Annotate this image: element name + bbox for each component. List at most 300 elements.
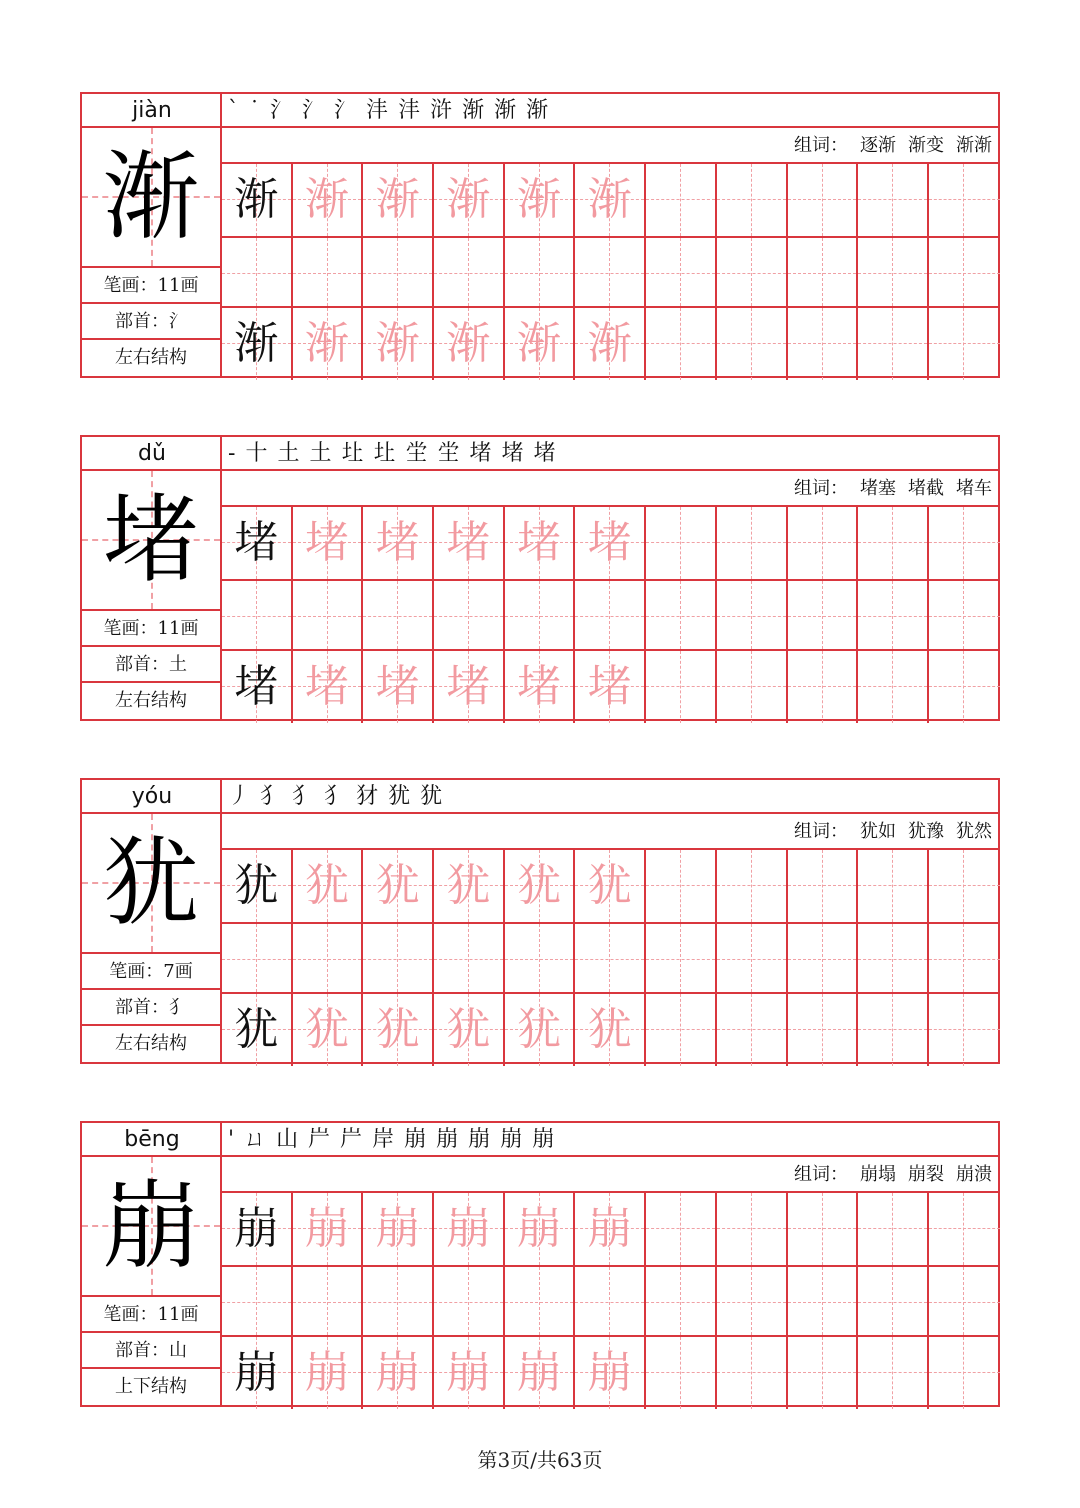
practice-cell[interactable] xyxy=(788,1193,859,1265)
practice-cell[interactable] xyxy=(646,238,717,306)
practice-cell[interactable] xyxy=(505,924,576,992)
practice-cell[interactable] xyxy=(575,581,646,649)
guide-horizontal xyxy=(929,1372,1000,1373)
practice-cell[interactable] xyxy=(858,238,929,306)
practice-cell[interactable] xyxy=(222,308,293,380)
trace-char: 崩 xyxy=(305,1347,350,1398)
practice-cell[interactable] xyxy=(646,581,717,649)
practice-cell[interactable] xyxy=(788,581,859,649)
stroke-count: 笔画：11画 xyxy=(82,1297,220,1333)
guide-vertical xyxy=(539,924,540,992)
practice-cell[interactable] xyxy=(505,994,576,1066)
guide-horizontal xyxy=(858,616,927,617)
practice-cell[interactable] xyxy=(717,581,788,649)
practice-cell[interactable] xyxy=(646,164,717,236)
guide-vertical xyxy=(822,1267,823,1335)
practice-cell[interactable] xyxy=(505,164,576,236)
char-info-panel xyxy=(82,1123,222,1405)
guide-vertical xyxy=(680,164,681,236)
practice-cell[interactable] xyxy=(717,1267,788,1335)
practice-cell[interactable] xyxy=(363,1267,434,1335)
char-info-panel xyxy=(82,94,222,376)
practice-cell[interactable] xyxy=(293,651,364,723)
guide-horizontal xyxy=(858,686,927,687)
guide-horizontal xyxy=(575,273,644,274)
practice-cell[interactable] xyxy=(434,1337,505,1409)
practice-cell[interactable] xyxy=(858,1267,929,1335)
practice-cell[interactable] xyxy=(717,994,788,1066)
guide-horizontal xyxy=(788,199,857,200)
guide-vertical xyxy=(468,238,469,306)
practice-cell[interactable] xyxy=(363,308,434,380)
practice-cell[interactable] xyxy=(505,507,576,579)
stroke-step: 丿 xyxy=(228,784,252,809)
word: 犹豫 xyxy=(908,821,944,842)
practice-cell[interactable] xyxy=(222,1193,293,1265)
char-info-panel xyxy=(82,780,222,1062)
practice-cell[interactable] xyxy=(788,164,859,236)
stroke-step: ㄩ xyxy=(244,1127,268,1152)
practice-cell[interactable] xyxy=(363,164,434,236)
guide-vertical xyxy=(680,850,681,922)
practice-cell[interactable] xyxy=(717,850,788,922)
guide-horizontal xyxy=(646,885,715,886)
practice-cell[interactable] xyxy=(505,238,576,306)
practice-row xyxy=(222,651,1000,723)
practice-cell[interactable] xyxy=(434,850,505,922)
guide-vertical xyxy=(327,1267,328,1335)
practice-cell[interactable] xyxy=(929,238,1000,306)
practice-cell[interactable] xyxy=(293,850,364,922)
guide-vertical xyxy=(680,581,681,649)
practice-cell[interactable] xyxy=(646,994,717,1066)
trace-char: 渐 xyxy=(446,174,491,225)
practice-cell[interactable] xyxy=(929,1267,1000,1335)
guide-vertical xyxy=(680,994,681,1066)
practice-cell[interactable] xyxy=(363,994,434,1066)
word: 堵车 xyxy=(956,478,992,499)
guide-horizontal xyxy=(575,959,644,960)
practice-cell[interactable] xyxy=(858,507,929,579)
guide-horizontal xyxy=(222,273,291,274)
practice-cell[interactable] xyxy=(222,581,293,649)
stroke-step: 氵 xyxy=(270,98,294,123)
guide-horizontal xyxy=(646,1029,715,1030)
practice-cell[interactable] xyxy=(434,1267,505,1335)
guide-horizontal xyxy=(858,542,927,543)
guide-horizontal xyxy=(717,959,786,960)
practice-cell[interactable] xyxy=(222,507,293,579)
practice-cell[interactable] xyxy=(293,581,364,649)
guide-horizontal xyxy=(929,1302,1000,1303)
practice-cell[interactable] xyxy=(575,1193,646,1265)
stroke-step: 崩 xyxy=(500,1127,524,1152)
example-char: 崩 xyxy=(234,1347,279,1398)
guide-vertical xyxy=(963,581,964,649)
practice-cell[interactable] xyxy=(646,507,717,579)
practice-cell[interactable] xyxy=(858,924,929,992)
radical: 部首：氵 xyxy=(82,304,220,340)
practice-cell[interactable] xyxy=(222,164,293,236)
guide-horizontal xyxy=(929,273,1000,274)
guide-vertical xyxy=(751,308,752,380)
guide-vertical xyxy=(468,924,469,992)
guide-horizontal xyxy=(788,1029,857,1030)
practice-cell[interactable] xyxy=(434,238,505,306)
guide-vertical xyxy=(539,1267,540,1335)
stroke-step: 崩 xyxy=(468,1127,492,1152)
trace-char: 堵 xyxy=(517,517,562,568)
guide-vertical xyxy=(256,924,257,992)
model-char: 犹 xyxy=(103,827,199,939)
practice-row xyxy=(222,507,1000,581)
practice-cell[interactable] xyxy=(434,581,505,649)
stroke-step: 十 xyxy=(245,441,269,466)
practice-cell[interactable] xyxy=(929,994,1000,1066)
practice-cell[interactable] xyxy=(858,1193,929,1265)
guide-horizontal xyxy=(788,1372,857,1373)
practice-cell[interactable] xyxy=(646,850,717,922)
practice-cell[interactable] xyxy=(505,308,576,380)
guide-vertical xyxy=(539,238,540,306)
guide-vertical xyxy=(327,581,328,649)
practice-cell[interactable] xyxy=(363,850,434,922)
guide-vertical xyxy=(892,1337,893,1409)
guide-vertical xyxy=(468,581,469,649)
practice-cell[interactable] xyxy=(575,1267,646,1335)
practice-cell[interactable] xyxy=(434,308,505,380)
practice-cell[interactable] xyxy=(646,1193,717,1265)
trace-char: 崩 xyxy=(446,1203,491,1254)
practice-cell[interactable] xyxy=(929,507,1000,579)
guide-horizontal xyxy=(788,959,857,960)
character-card xyxy=(80,435,1000,721)
practice-cell[interactable] xyxy=(646,1267,717,1335)
guide-vertical xyxy=(680,507,681,579)
practice-cell[interactable] xyxy=(293,238,364,306)
practice-cell[interactable] xyxy=(505,651,576,723)
guide-horizontal xyxy=(717,1228,786,1229)
guide-vertical xyxy=(963,651,964,723)
guide-horizontal xyxy=(717,1302,786,1303)
guide-horizontal xyxy=(363,1302,432,1303)
practice-cell[interactable] xyxy=(434,924,505,992)
guide-horizontal xyxy=(646,686,715,687)
practice-cell[interactable] xyxy=(717,924,788,992)
practice-cell[interactable] xyxy=(363,507,434,579)
guide-vertical xyxy=(680,1337,681,1409)
practice-cell[interactable] xyxy=(363,581,434,649)
guide-vertical xyxy=(892,308,893,380)
practice-cell[interactable] xyxy=(505,1193,576,1265)
guide-horizontal xyxy=(858,1228,927,1229)
guide-horizontal xyxy=(434,273,503,274)
guide-horizontal xyxy=(646,199,715,200)
practice-cell[interactable] xyxy=(293,994,364,1066)
practice-cell[interactable] xyxy=(788,651,859,723)
practice-cell[interactable] xyxy=(717,1193,788,1265)
guide-horizontal xyxy=(293,273,362,274)
guide-horizontal xyxy=(788,542,857,543)
guide-vertical xyxy=(256,581,257,649)
words-label: 组词： xyxy=(794,135,848,156)
guide-horizontal xyxy=(363,959,432,960)
guide-horizontal xyxy=(858,273,927,274)
practice-cell[interactable] xyxy=(434,994,505,1066)
practice-cell[interactable] xyxy=(293,1193,364,1265)
practice-cell[interactable] xyxy=(646,924,717,992)
stroke-step: 屵 xyxy=(340,1127,364,1152)
practice-cell[interactable] xyxy=(505,850,576,922)
practice-cell[interactable] xyxy=(575,850,646,922)
practice-cell[interactable] xyxy=(788,850,859,922)
practice-cell[interactable] xyxy=(788,1337,859,1409)
guide-vertical xyxy=(892,924,893,992)
practice-cell[interactable] xyxy=(434,507,505,579)
guide-horizontal xyxy=(434,1302,503,1303)
practice-cell[interactable] xyxy=(222,924,293,992)
guide-vertical xyxy=(892,581,893,649)
guide-vertical xyxy=(327,924,328,992)
guide-horizontal xyxy=(505,1302,574,1303)
guide-horizontal xyxy=(717,542,786,543)
guide-horizontal xyxy=(858,1372,927,1373)
practice-cell[interactable] xyxy=(929,581,1000,649)
practice-cell[interactable] xyxy=(929,850,1000,922)
practice-cell[interactable] xyxy=(363,1337,434,1409)
guide-vertical xyxy=(892,651,893,723)
practice-cell[interactable] xyxy=(575,308,646,380)
practice-cell[interactable] xyxy=(434,164,505,236)
guide-horizontal xyxy=(788,616,857,617)
guide-vertical xyxy=(609,924,610,992)
practice-cell[interactable] xyxy=(788,238,859,306)
guide-vertical xyxy=(680,1193,681,1265)
guide-horizontal xyxy=(434,959,503,960)
practice-cell[interactable] xyxy=(505,1267,576,1335)
practice-cell[interactable] xyxy=(222,1337,293,1409)
practice-cell[interactable] xyxy=(575,651,646,723)
model-char-box xyxy=(82,128,220,268)
practice-cell[interactable] xyxy=(929,924,1000,992)
practice-cell[interactable] xyxy=(293,1337,364,1409)
practice-cell[interactable] xyxy=(575,994,646,1066)
guide-vertical xyxy=(751,651,752,723)
guide-vertical xyxy=(822,1193,823,1265)
guide-horizontal xyxy=(858,885,927,886)
practice-cell[interactable] xyxy=(788,994,859,1066)
trace-char: 堵 xyxy=(517,661,562,712)
stroke-step: 土 xyxy=(277,441,301,466)
guide-vertical xyxy=(822,924,823,992)
practice-cell[interactable] xyxy=(929,1193,1000,1265)
trace-char: 渐 xyxy=(517,174,562,225)
trace-char: 犹 xyxy=(517,860,562,911)
stroke-step: 坣 xyxy=(405,441,429,466)
trace-char: 堵 xyxy=(446,517,491,568)
practice-cell[interactable] xyxy=(505,581,576,649)
practice-cell[interactable] xyxy=(363,1193,434,1265)
practice-cell[interactable] xyxy=(293,507,364,579)
guide-vertical xyxy=(822,581,823,649)
pinyin: dǔ xyxy=(82,437,222,471)
trace-char: 渐 xyxy=(375,318,420,369)
trace-char: 堵 xyxy=(587,517,632,568)
practice-cell[interactable] xyxy=(858,651,929,723)
practice-row-blank xyxy=(222,924,1000,994)
practice-cell[interactable] xyxy=(929,651,1000,723)
stroke-step: 犹 xyxy=(420,784,444,809)
guide-vertical xyxy=(822,651,823,723)
practice-cell[interactable] xyxy=(363,924,434,992)
practice-cell[interactable] xyxy=(717,507,788,579)
guide-horizontal xyxy=(788,273,857,274)
guide-vertical xyxy=(751,850,752,922)
model-char-box xyxy=(82,1157,220,1297)
practice-cell[interactable] xyxy=(717,651,788,723)
practice-cell[interactable] xyxy=(293,924,364,992)
guide-horizontal xyxy=(575,1302,644,1303)
guide-horizontal xyxy=(929,542,1000,543)
practice-cell[interactable] xyxy=(788,924,859,992)
practice-cell[interactable] xyxy=(717,238,788,306)
trace-char: 渐 xyxy=(305,318,350,369)
words-label: 组词： xyxy=(794,1164,848,1185)
pinyin: yóu xyxy=(82,780,222,814)
trace-char: 崩 xyxy=(375,1203,420,1254)
practice-cell[interactable] xyxy=(788,1267,859,1335)
practice-cell[interactable] xyxy=(363,238,434,306)
practice-cell[interactable] xyxy=(575,1337,646,1409)
guide-vertical xyxy=(822,1337,823,1409)
practice-cell[interactable] xyxy=(293,1267,364,1335)
stroke-order xyxy=(222,94,1000,128)
radical: 部首：山 xyxy=(82,1333,220,1369)
practice-cell[interactable] xyxy=(717,164,788,236)
practice-cell[interactable] xyxy=(929,1337,1000,1409)
guide-vertical xyxy=(822,238,823,306)
word: 崩溃 xyxy=(956,1164,992,1185)
trace-char: 犹 xyxy=(446,860,491,911)
guide-vertical xyxy=(397,581,398,649)
example-char: 渐 xyxy=(234,318,279,369)
practice-cell[interactable] xyxy=(222,238,293,306)
stroke-step: 崩 xyxy=(532,1127,556,1152)
guide-horizontal xyxy=(646,1302,715,1303)
practice-row xyxy=(222,1193,1000,1267)
guide-vertical xyxy=(539,581,540,649)
practice-cell[interactable] xyxy=(929,308,1000,380)
radical: 部首：犭 xyxy=(82,990,220,1026)
stroke-step: ˙ xyxy=(249,98,261,123)
trace-char: 崩 xyxy=(446,1347,491,1398)
guide-vertical xyxy=(751,238,752,306)
practice-cell[interactable] xyxy=(858,308,929,380)
guide-horizontal xyxy=(434,616,503,617)
stroke-step: 堵 xyxy=(469,441,493,466)
practice-cell[interactable] xyxy=(434,651,505,723)
practice-cell[interactable] xyxy=(222,994,293,1066)
practice-cell[interactable] xyxy=(788,507,859,579)
guide-vertical xyxy=(892,1193,893,1265)
stroke-order xyxy=(222,437,1000,471)
practice-cell[interactable] xyxy=(222,1267,293,1335)
trace-char: 崩 xyxy=(517,1203,562,1254)
practice-cell[interactable] xyxy=(646,651,717,723)
guide-vertical xyxy=(397,238,398,306)
guide-vertical xyxy=(963,1267,964,1335)
guide-horizontal xyxy=(646,1228,715,1229)
guide-horizontal xyxy=(858,1029,927,1030)
guide-horizontal xyxy=(363,616,432,617)
practice-cell[interactable] xyxy=(575,924,646,992)
practice-cell[interactable] xyxy=(575,164,646,236)
guide-horizontal xyxy=(363,273,432,274)
trace-char: 渐 xyxy=(587,174,632,225)
practice-cell[interactable] xyxy=(505,1337,576,1409)
guide-vertical xyxy=(892,994,893,1066)
guide-horizontal xyxy=(858,343,927,344)
guide-horizontal xyxy=(646,959,715,960)
guide-vertical xyxy=(680,651,681,723)
practice-cell[interactable] xyxy=(575,238,646,306)
practice-cell[interactable] xyxy=(434,1193,505,1265)
practice-cell[interactable] xyxy=(646,1337,717,1409)
practice-cell[interactable] xyxy=(858,581,929,649)
guide-vertical xyxy=(751,994,752,1066)
stroke-step: 崩 xyxy=(404,1127,428,1152)
practice-cell[interactable] xyxy=(646,308,717,380)
guide-horizontal xyxy=(505,959,574,960)
practice-cell[interactable] xyxy=(858,1337,929,1409)
trace-char: 崩 xyxy=(587,1347,632,1398)
stroke-step: 犭 xyxy=(292,784,316,809)
guide-vertical xyxy=(822,308,823,380)
guide-horizontal xyxy=(646,616,715,617)
guide-vertical xyxy=(609,581,610,649)
practice-cell[interactable] xyxy=(717,308,788,380)
stroke-step: 渐 xyxy=(494,98,518,123)
practice-cell[interactable] xyxy=(575,507,646,579)
stroke-step: 堵 xyxy=(501,441,525,466)
guide-horizontal xyxy=(858,1302,927,1303)
guide-horizontal xyxy=(929,885,1000,886)
practice-cell[interactable] xyxy=(293,164,364,236)
practice-cell[interactable] xyxy=(929,164,1000,236)
guide-vertical xyxy=(397,924,398,992)
practice-cell[interactable] xyxy=(717,1337,788,1409)
practice-cell[interactable] xyxy=(222,850,293,922)
word: 堵截 xyxy=(908,478,944,499)
stroke-step: 圵 xyxy=(373,441,397,466)
guide-horizontal xyxy=(717,199,786,200)
practice-cell[interactable] xyxy=(858,994,929,1066)
word: 逐渐 xyxy=(860,135,896,156)
practice-cell[interactable] xyxy=(788,308,859,380)
guide-vertical xyxy=(256,238,257,306)
guide-vertical xyxy=(822,994,823,1066)
trace-char: 堵 xyxy=(375,517,420,568)
stroke-step: 犭 xyxy=(324,784,348,809)
practice-cell[interactable] xyxy=(858,164,929,236)
guide-horizontal xyxy=(575,616,644,617)
structure: 左右结构 xyxy=(115,1033,187,1054)
practice-cell[interactable] xyxy=(293,308,364,380)
practice-cell[interactable] xyxy=(363,651,434,723)
practice-cell[interactable] xyxy=(222,651,293,723)
practice-cell[interactable] xyxy=(858,850,929,922)
character-card xyxy=(80,778,1000,1064)
